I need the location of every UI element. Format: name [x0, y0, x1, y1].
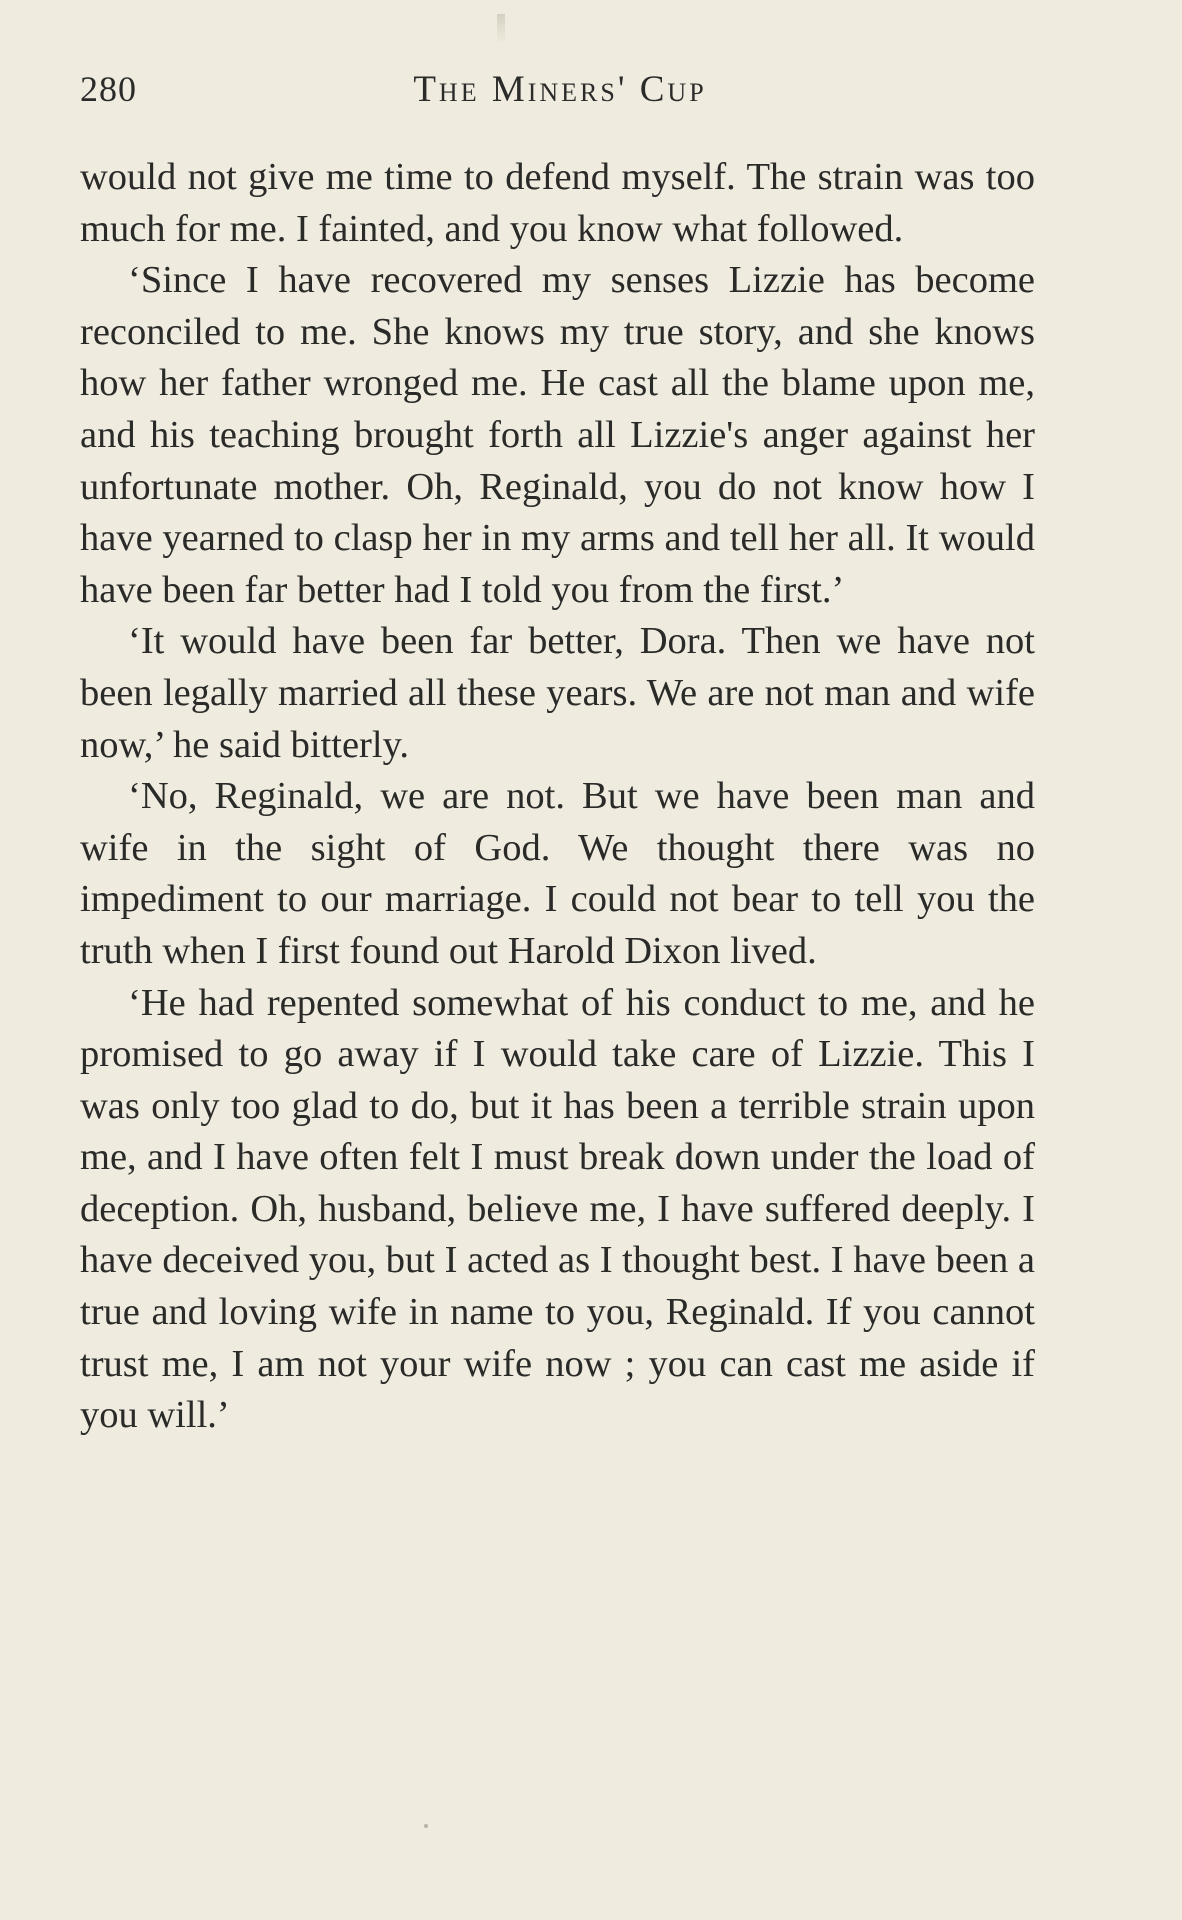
- page-header: [80, 64, 1040, 120]
- ink-mark: [497, 14, 505, 44]
- paragraph: ‘It would have been far better, Dora. Then we have not been legally married all these years. We are not man and wife now,’ he said bitterly.: [80, 620, 1035, 766]
- body-text: [80, 152, 1035, 1442]
- paragraph: would not give me time to defend myself. The strain was too much for me. I fainted, and you know what followed.: [80, 156, 1035, 250]
- paper-speck: [424, 1824, 428, 1828]
- page-number: 280: [80, 69, 137, 109]
- paragraph: ‘Since I have recovered my senses Lizzie has become reconciled to me. She knows my true story, and she knows how her father wronged me. He cast all the blame upon me, and his teaching brought forth all Lizzie's anger against her unfortunate mother. Oh, Reginald, you do not know how I have yearned to clasp her in my arms and tell her all. It would have been far better had I told you from the first.’: [80, 259, 1035, 611]
- paragraph: ‘He had repented somewhat of his conduct to me, and he promised to go away if I would take care of Lizzie. This I was only too glad to do, but it has been a terrible strain upon me, and I have often felt I must break down under the load of deception. Oh, husband, believe me, I have suffered deeply. I have deceived you, but I acted as I thought best. I have been a true and loving wife in name to you, Reginald. If you cannot trust me, I am not your wife now ; you can cast me aside if you will.’: [80, 981, 1035, 1437]
- running-title: The Miners' Cup: [413, 69, 707, 110]
- paragraph: ‘No, Reginald, we are not. But we have been man and wife in the sight of God. We thought there was no impediment to our marriage. I could not bear to tell you the truth when I first found out Harold Dixon lived.: [80, 775, 1035, 972]
